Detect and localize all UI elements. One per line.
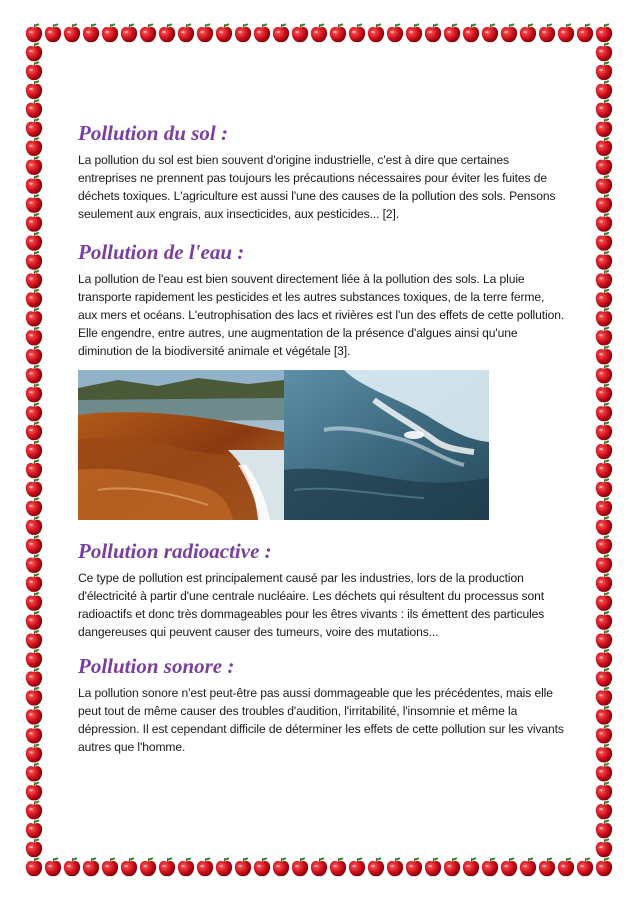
apple-icon [596,762,612,781]
apple-icon [26,629,42,648]
apple-icon [26,705,42,724]
apple-icon [596,99,612,118]
apple-icon [311,23,327,42]
apple-icon [425,857,441,876]
apple-icon [64,23,80,42]
section-title-soil: Pollution du sol : [78,121,228,145]
apple-icon [45,23,61,42]
section-title-noise: Pollution sonore : [78,654,235,678]
apple-icon [26,459,42,478]
apple-icon [26,137,42,156]
apple-icon [311,857,327,876]
apple-icon [121,23,137,42]
apple-icon [596,611,612,630]
apple-icon [26,80,42,99]
apple-icon [26,838,42,857]
apple-icon [596,23,612,42]
apple-icon [596,667,612,686]
apple-icon [235,23,251,42]
section-text-radioactive: Ce type de pollution est principalement causé par les industries, lors de la production d'électricité à partir d'une centrale nucléaire. Les déchets qui résultent du processus sont radioactifs et donc très dommageables pour les êtres vivants : ils émettent des particules dangereuses qui peuvent causer des tumeurs, voire des mutations... [78,571,545,639]
apple-icon [26,212,42,231]
apple-icon [26,175,42,194]
apple-icon [387,23,403,42]
apple-icon [197,23,213,42]
apple-icon [596,592,612,611]
apple-icon [159,857,175,876]
apple-icon [26,743,42,762]
apple-icon [406,857,422,876]
apple-icon [596,459,612,478]
apple-icon [558,23,574,42]
apple-icon [596,648,612,667]
apple-icon [26,800,42,819]
apple-icon [558,857,574,876]
apple-icon [26,61,42,80]
section-text-soil: La pollution du sol est bien souvent d'origine industrielle, c'est à dire que certaines entreprises ne prennent pas toujours les précautions nécessaires pour éviter les fuites de déchets toxiques. L'agriculture est aussi l'une des causes de la pollution des sols. Pensons seulement aux engrais, aux insecticides, aux pesticides... [2]. [78,153,556,221]
apple-icon [596,118,612,137]
apple-icon [596,156,612,175]
apple-icon [577,23,593,42]
apple-icon [596,800,612,819]
apple-icon [368,23,384,42]
apple-icon [596,573,612,592]
apple-icon [596,212,612,231]
apple-icon [83,23,99,42]
apple-icon [26,402,42,421]
apple-icon [596,364,612,383]
apple-icon [273,857,289,876]
apple-icon [596,724,612,743]
apple-icon [26,269,42,288]
apple-icon [26,194,42,213]
apple-icon [83,857,99,876]
apple-icon [26,23,42,42]
apple-icon [596,478,612,497]
apple-icon [463,23,479,42]
apple-icon [596,838,612,857]
apple-icon [26,345,42,364]
section-text-noise: La pollution sonore n'est peut-être pas aussi dommageable que les précédentes, mais elle peut tout de même causer des troubles d'audition, l'irritabilité, l'insomnie et même la dépression. Il est cependant difficile de déterminer les effets de cette pollution sur les vivants autres que l'homme. [78,686,564,754]
apple-icon [26,686,42,705]
apple-icon [596,705,612,724]
apple-icon [596,250,612,269]
apple-icon [26,421,42,440]
section-radioactive-pollution [78,538,566,641]
apple-icon [26,781,42,800]
apple-icon [596,42,612,61]
apple-icon [596,383,612,402]
apple-icon [596,440,612,459]
apple-icon [140,23,156,42]
apple-icon [26,307,42,326]
apple-icon [425,23,441,42]
apple-icon [26,554,42,573]
apple-icon [596,137,612,156]
apple-icon [596,288,612,307]
apple-icon [178,857,194,876]
apple-icon [216,857,232,876]
section-soil-pollution [78,120,566,223]
apple-icon [26,326,42,345]
apple-icon [26,231,42,250]
apple-icon [26,42,42,61]
apple-icon [26,573,42,592]
apple-icon [159,23,175,42]
apple-icon [26,667,42,686]
apple-icon [197,857,213,876]
apple-icon [64,857,80,876]
apple-icon [140,857,156,876]
apple-icon [463,857,479,876]
apple-icon [26,819,42,838]
apple-icon [596,402,612,421]
apple-icon [501,23,517,42]
apple-icon [26,648,42,667]
apple-icon [330,23,346,42]
apple-icon [596,307,612,326]
apple-icon [577,857,593,876]
apple-icon [254,857,270,876]
apple-icon [596,61,612,80]
section-title-water: Pollution de l'eau : [78,240,245,264]
apple-icon [330,857,346,876]
apple-icon [539,23,555,42]
apple-icon [45,857,61,876]
apple-icon [387,857,403,876]
apple-icon [520,23,536,42]
section-text-water: La pollution de l'eau est bien souvent directement liée à la pollution des sols. La pluie transporte rapidement les pesticides et les autres substances toxiques, de la terre ferme, aux mers et océans. L'eutrophisation des lacs et rivières est l'un des effets de cette pollution. Elle engendre, entre autres, une augmentation de la présence d'algues ainsi qu'une diminution de la biodiversité animale et végétale [3]. [78,272,565,358]
apple-icon [406,23,422,42]
apple-icon [102,857,118,876]
apple-icon [596,269,612,288]
apple-icon [26,516,42,535]
apple-icon [596,421,612,440]
apple-icon [121,857,137,876]
apple-icon [26,592,42,611]
apple-icon [26,478,42,497]
apple-icon [596,743,612,762]
apple-icon [102,23,118,42]
apple-icon [596,194,612,213]
section-title-radioactive: Pollution radioactive : [78,539,272,563]
apple-icon [596,231,612,250]
apple-icon [254,23,270,42]
apple-icon [26,364,42,383]
apple-icon [178,23,194,42]
apple-icon [26,118,42,137]
apple-icon [26,762,42,781]
apple-icon [444,857,460,876]
polluted-river-photo [78,370,284,520]
apple-icon [26,497,42,516]
apple-icon [444,23,460,42]
photo-row [78,370,489,520]
apple-icon [26,288,42,307]
apple-icon [26,611,42,630]
apple-icon [26,440,42,459]
apple-icon [482,23,498,42]
apple-icon [596,535,612,554]
apple-icon [596,781,612,800]
apple-icon [596,497,612,516]
apple-icon [596,857,612,876]
apple-icon [520,857,536,876]
apple-icon [26,724,42,743]
apple-icon [368,857,384,876]
apple-icon [349,857,365,876]
apple-icon [292,857,308,876]
apple-icon [26,383,42,402]
apple-icon [216,23,232,42]
section-water-pollution [78,239,566,360]
apple-icon [26,250,42,269]
apple-icon [596,516,612,535]
apple-icon [26,857,42,876]
apple-icon [273,23,289,42]
apple-icon [596,175,612,194]
apple-icon [349,23,365,42]
apple-icon [501,857,517,876]
apple-icon [235,857,251,876]
apple-icon [596,345,612,364]
apple-icon [596,629,612,648]
section-noise-pollution [78,653,566,756]
apple-icon [596,554,612,573]
apple-icon [596,819,612,838]
apple-icon [26,156,42,175]
apple-icon [596,326,612,345]
apple-icon [292,23,308,42]
apple-icon [482,857,498,876]
polluted-water-foam-photo [284,370,489,520]
apple-icon [26,99,42,118]
apple-icon [26,535,42,554]
apple-icon [539,857,555,876]
apple-icon [596,686,612,705]
apple-icon [596,80,612,99]
